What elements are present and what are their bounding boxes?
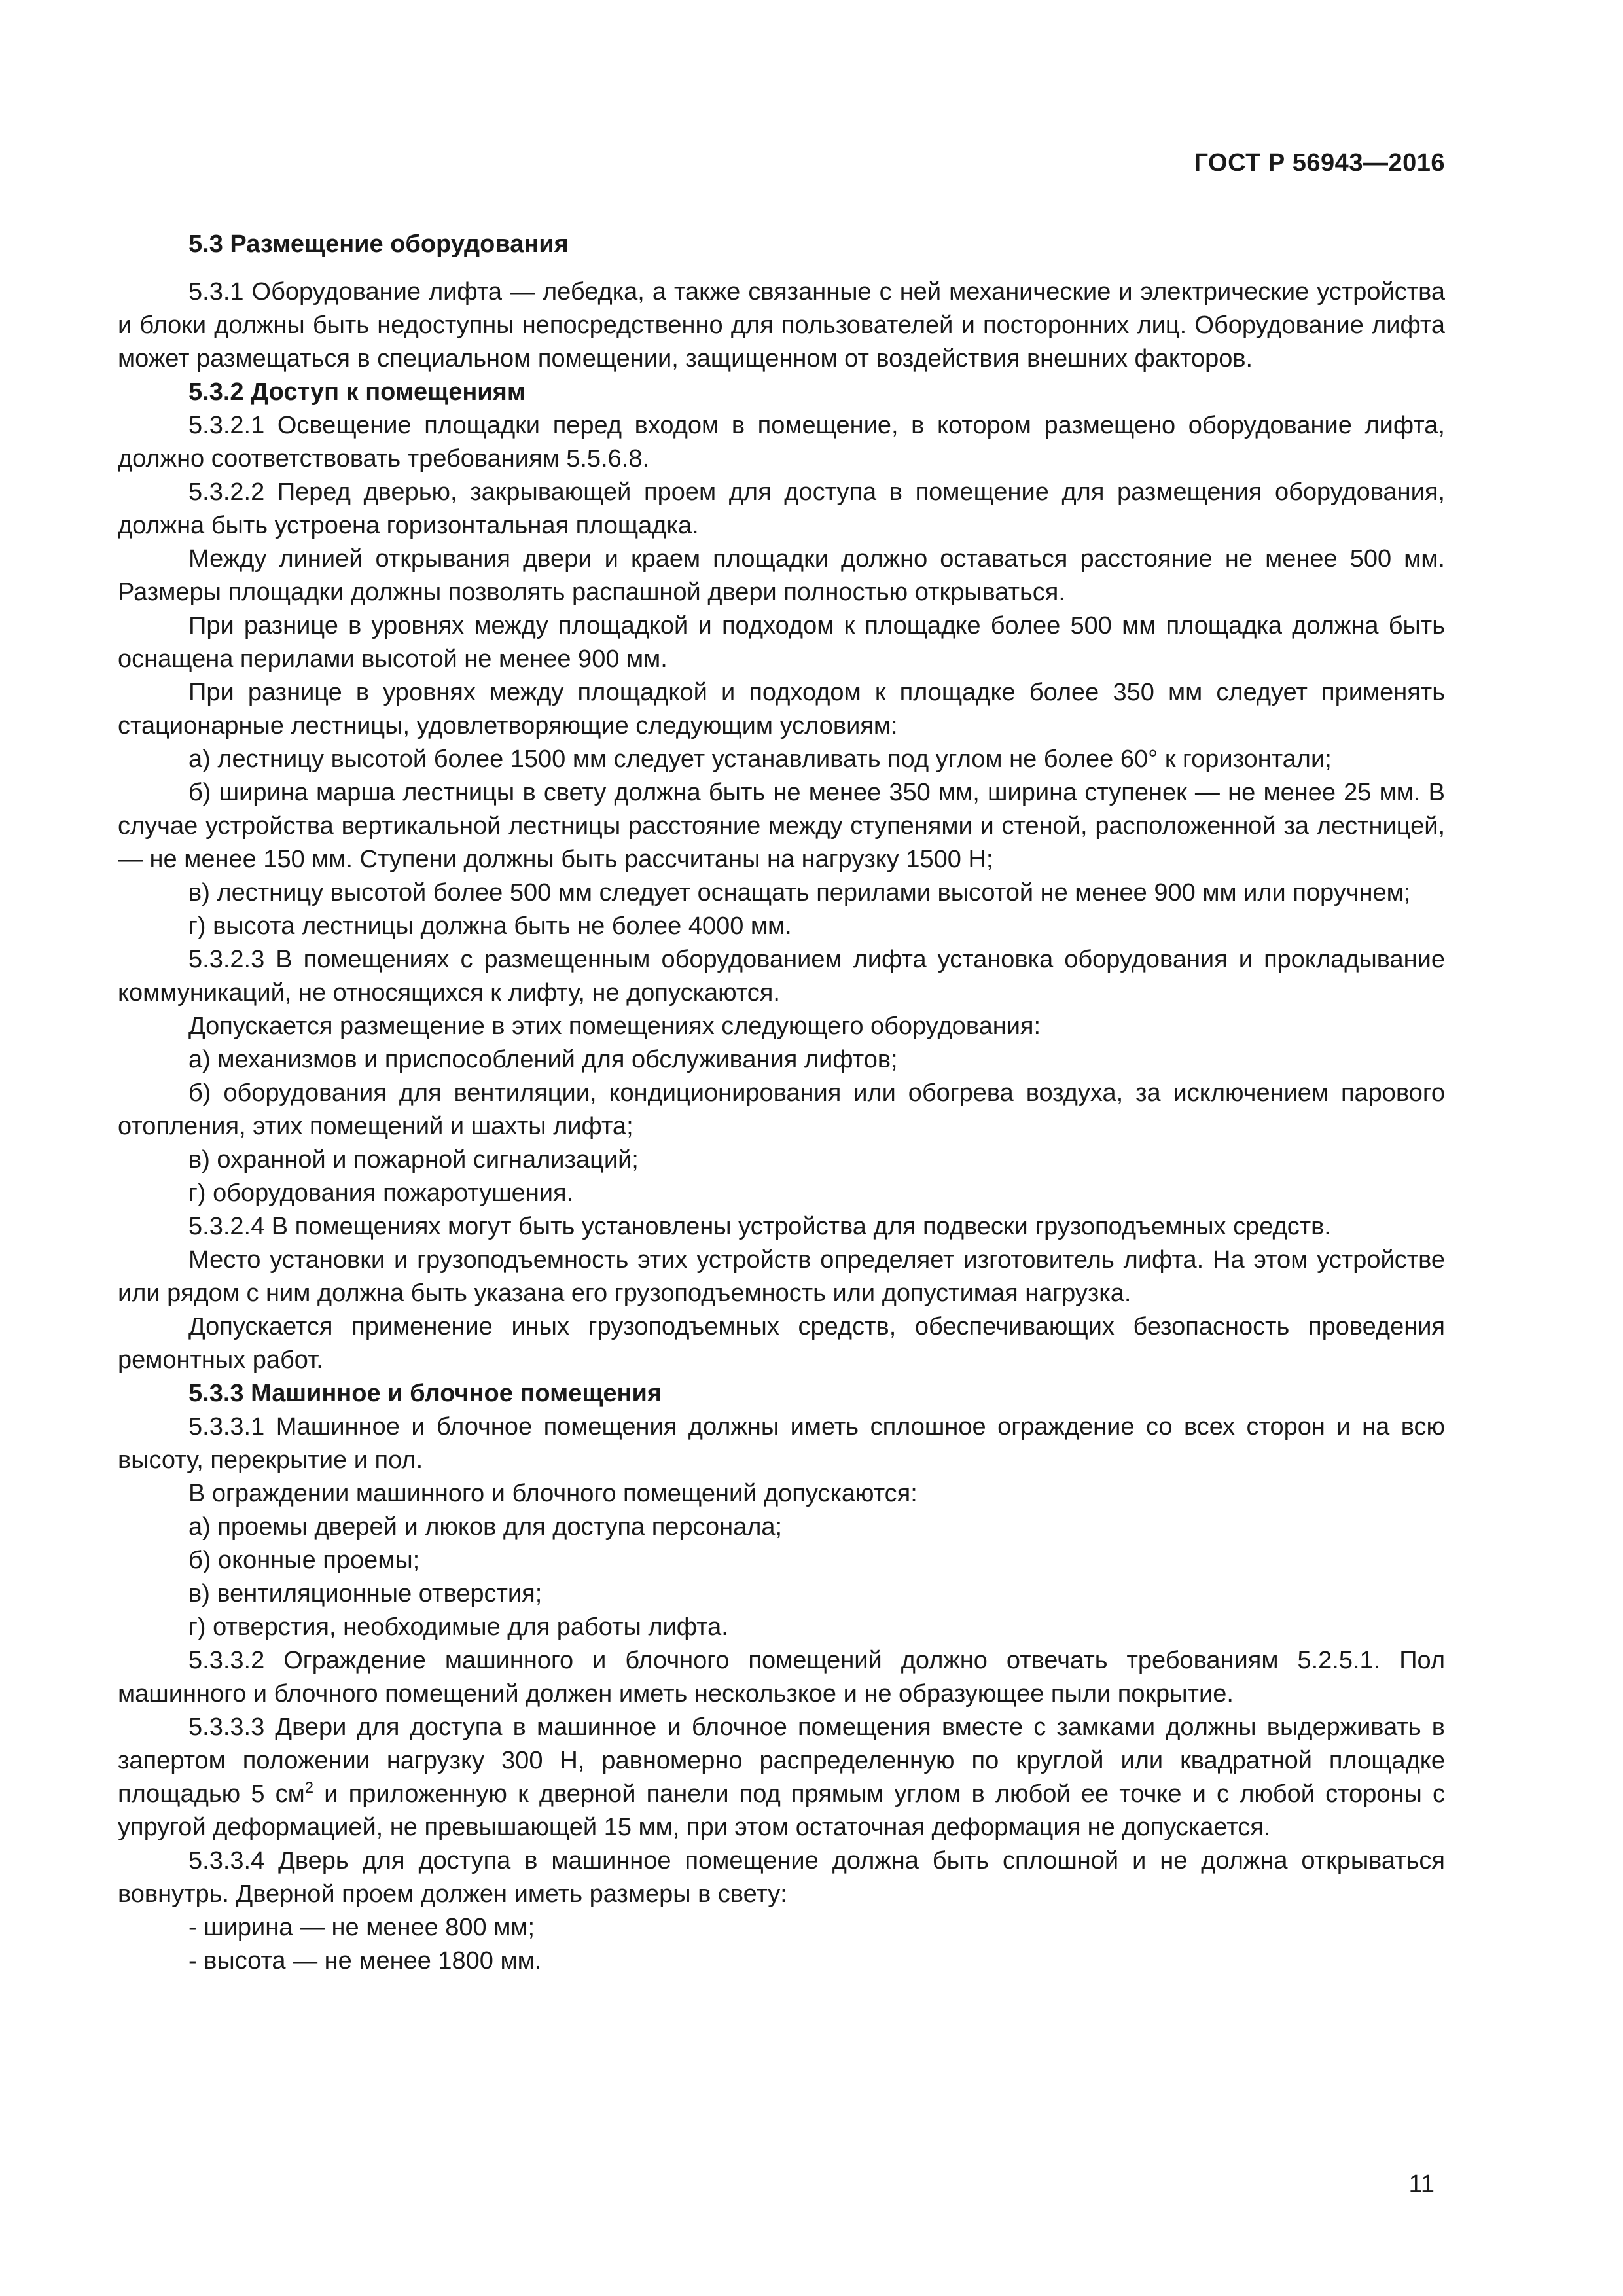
paragraph: В ограждении машинного и блочного помещений допускаются: [188, 1480, 918, 1507]
paragraph: 5.3.2.1 Освещение площадки перед входом в помещение, в котором размещено оборудование лифта, должно соответствовать требованиям 5.5.6.8. [118, 412, 1445, 473]
paragraph: Место установки и грузоподъемность этих устройств определяет изготовитель лифта. На этом устройстве или рядом с ним должна быть указана его грузоподъемность или допустимая нагрузка. [118, 1246, 1445, 1307]
paragraph: Допускается размещение в этих помещениях следующего оборудования: [188, 1013, 1041, 1040]
list-item: б) ширина марша лестницы в свету должна быть не менее 350 мм, ширина ступенек — не менее 25 мм. В случае устройства вертикальной лестницы расстояние между ступенями и стеной, расположенной за лестницей, — не менее 150 мм. Ступени должны быть рассчитаны на нагрузку 1500 Н; [118, 779, 1445, 873]
document-body [118, 228, 1445, 1978]
list-item: а) проемы дверей и люков для доступа персонала; [188, 1513, 783, 1541]
paragraph: При разнице в уровнях между площадкой и подходом к площадке более 500 мм площадка должна быть оснащена перилами высотой не менее 900 мм. [118, 612, 1445, 673]
list-item: б) оборудования для вентиляции, кондиционирования или обогрева воздуха, за исключением парового отопления, этих помещений и шахты лифта; [118, 1079, 1445, 1140]
list-item: а) лестницу высотой более 1500 мм следует устанавливать под углом не более 60° к горизонтали; [188, 745, 1332, 773]
document-id-header: ГОСТ Р 56943—2016 [1194, 149, 1445, 177]
list-item: а) механизмов и приспособлений для обслуживания лифтов; [188, 1046, 898, 1073]
paragraph: 5.3.3.1 Машинное и блочное помещения должны иметь сплошное ограждение со всех сторон и на всю высоту, перекрытие и пол. [118, 1413, 1445, 1474]
list-item: г) высота лестницы должна быть не более 4000 мм. [188, 912, 792, 940]
list-item: в) охранной и пожарной сигнализаций; [188, 1146, 639, 1174]
page-number: 11 [1408, 2170, 1435, 2198]
paragraph: 5.3.2.3 В помещениях с размещенным оборудованием лифта установка оборудования и прокладывание коммуникаций, не относящихся к лифту, не допускаются. [118, 946, 1445, 1007]
paragraph-text-before: 5.3.3.3 Двери для доступа в машинное и блочное помещения вместе с замками должны выдерживать в запертом положении нагрузку 300 Н, равномерно распределенную по круглой или квадратной площадке площадью 5 см [118, 1713, 1445, 1808]
section-heading: 5.3.2 Доступ к помещениям [188, 378, 526, 406]
list-item: в) вентиляционные отверстия; [188, 1580, 543, 1607]
paragraph: 5.3.2.2 Перед дверью, закрывающей проем для доступа в помещение для размещения оборудования, должна быть устроена горизонтальная площадка. [118, 478, 1445, 539]
list-item: - высота — не менее 1800 мм. [188, 1947, 542, 1975]
list-item: в) лестницу высотой более 500 мм следует оснащать перилами высотой не менее 900 мм или поручнем; [188, 879, 1411, 906]
paragraph-text-after: и приложенную к дверной панели под прямым углом в любой ее точке и с любой стороны с упругой деформацией, не превышающей 15 мм, при этом остаточная деформация не допускается. [118, 1780, 1446, 1841]
section-heading: 5.3.3 Машинное и блочное помещения [188, 1380, 662, 1407]
paragraph: 5.3.1 Оборудование лифта — лебедка, а также связанные с ней механические и электрические устройства и блоки должны быть недоступны непосредственно для пользователей и посторонних лиц. Оборудование лифта может размещаться в специальном помещении, защищенном от воздействия внешних факторов. [118, 278, 1445, 372]
paragraph: Допускается применение иных грузоподъемных средств, обеспечивающих безопасность проведения ремонтных работ. [118, 1313, 1445, 1374]
paragraph: Между линией открывания двери и краем площадки должно оставаться расстояние не менее 500 мм. Размеры площадки должны позволять распашной двери полностью открываться. [118, 545, 1445, 606]
list-item: г) отверстия, необходимые для работы лифта. [188, 1613, 728, 1641]
section-heading: 5.3 Размещение оборудования [188, 230, 569, 258]
paragraph: 5.3.2.4 В помещениях могут быть установлены устройства для подвески грузоподъемных средств. [188, 1213, 1331, 1240]
paragraph: 5.3.3.4 Дверь для доступа в машинное помещение должна быть сплошной и не должна открываться вовнутрь. Дверной проем должен иметь размеры в свету: [118, 1847, 1445, 1908]
list-item: б) оконные проемы; [188, 1547, 420, 1574]
paragraph-with-superscript [118, 1711, 1445, 1844]
list-item: г) оборудования пожаротушения. [188, 1179, 574, 1207]
paragraph: При разнице в уровнях между площадкой и подходом к площадке более 350 мм следует применять стационарные лестницы, удовлетворяющие следующим условиям: [118, 679, 1445, 740]
list-item: - ширина — не менее 800 мм; [188, 1914, 535, 1941]
paragraph: 5.3.3.2 Ограждение машинного и блочного помещений должно отвечать требованиям 5.2.5.1. Пол машинного и блочного помещений должен иметь нескользкое и не образующее пыли покрытие. [118, 1647, 1445, 1708]
superscript: 2 [304, 1779, 314, 1797]
